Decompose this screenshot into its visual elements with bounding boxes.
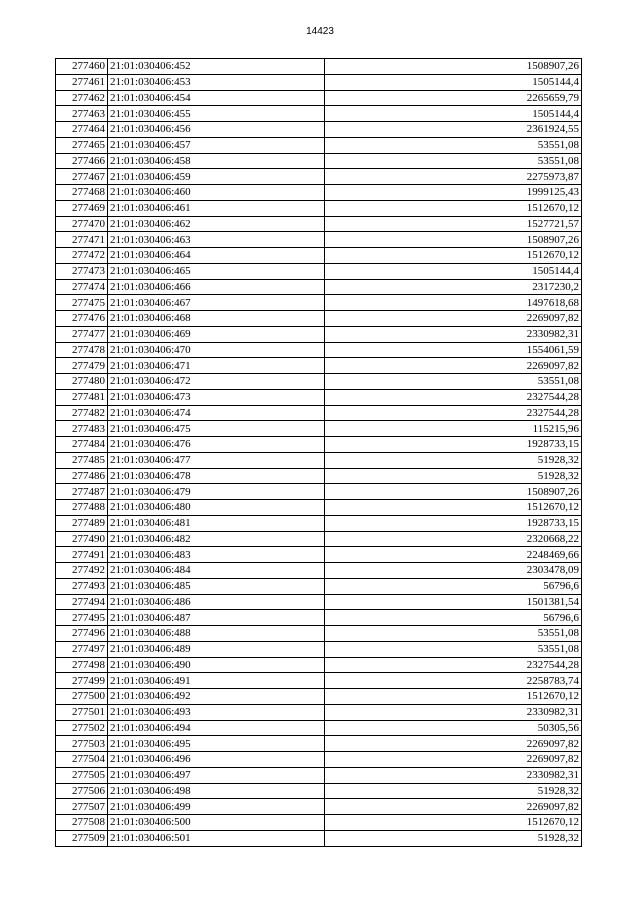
- cadastral-number-cell: 21:01:030406:477: [108, 452, 325, 468]
- cadastral-number-cell: 21:01:030406:489: [108, 641, 325, 657]
- row-number-cell: 277460: [56, 59, 108, 75]
- cadastral-number-cell: 21:01:030406:494: [108, 720, 325, 736]
- table-row: [56, 515, 582, 531]
- cadastral-value-cell: 2330982,31: [325, 326, 582, 342]
- table-row: [56, 610, 582, 626]
- cadastral-value-cell: 1497618,68: [325, 295, 582, 311]
- row-number-cell: 277494: [56, 594, 108, 610]
- cadastral-value-cell: 51928,32: [325, 468, 582, 484]
- cadastral-value-cell: 56796,6: [325, 578, 582, 594]
- cadastral-number-cell: 21:01:030406:470: [108, 342, 325, 358]
- cadastral-number-cell: 21:01:030406:455: [108, 106, 325, 122]
- cadastral-number-cell: 21:01:030406:461: [108, 200, 325, 216]
- row-number-cell: 277498: [56, 657, 108, 673]
- table-row: [56, 531, 582, 547]
- cadastral-number-cell: 21:01:030406:464: [108, 248, 325, 264]
- cadastral-number-cell: 21:01:030406:496: [108, 752, 325, 768]
- cadastral-number-cell: 21:01:030406:459: [108, 169, 325, 185]
- row-number-cell: 277465: [56, 137, 108, 153]
- table-row: [56, 657, 582, 673]
- cadastral-value-cell: 1512670,12: [325, 500, 582, 516]
- table-row: [56, 263, 582, 279]
- row-number-cell: 277507: [56, 799, 108, 815]
- table-row: [56, 500, 582, 516]
- cadastral-value-cell: 50305,56: [325, 720, 582, 736]
- table-row: [56, 153, 582, 169]
- cadastral-value-cell: 2258783,74: [325, 673, 582, 689]
- row-number-cell: 277490: [56, 531, 108, 547]
- cadastral-value-cell: 2269097,82: [325, 799, 582, 815]
- row-number-cell: 277493: [56, 578, 108, 594]
- cadastral-value-cell: 1554061,59: [325, 342, 582, 358]
- cadastral-number-cell: 21:01:030406:500: [108, 815, 325, 831]
- cadastral-number-cell: 21:01:030406:472: [108, 374, 325, 390]
- cadastral-number-cell: 21:01:030406:456: [108, 122, 325, 138]
- cadastral-value-cell: 1928733,15: [325, 437, 582, 453]
- table-row: [56, 232, 582, 248]
- row-number-cell: 277502: [56, 720, 108, 736]
- table-row: [56, 421, 582, 437]
- table-row: [56, 673, 582, 689]
- table-row: [56, 547, 582, 563]
- cadastral-value-cell: 53551,08: [325, 374, 582, 390]
- table-row: [56, 169, 582, 185]
- cadastral-number-cell: 21:01:030406:469: [108, 326, 325, 342]
- row-number-cell: 277484: [56, 437, 108, 453]
- cadastral-value-cell: 2269097,82: [325, 736, 582, 752]
- cadastral-value-cell: 2275973,87: [325, 169, 582, 185]
- row-number-cell: 277482: [56, 405, 108, 421]
- cadastral-value-cell: 2327544,28: [325, 405, 582, 421]
- row-number-cell: 277468: [56, 185, 108, 201]
- cadastral-number-cell: 21:01:030406:466: [108, 279, 325, 295]
- row-number-cell: 277473: [56, 263, 108, 279]
- page-number: 14423: [306, 26, 334, 37]
- table-row: [56, 752, 582, 768]
- cadastral-number-cell: 21:01:030406:475: [108, 421, 325, 437]
- cadastral-number-cell: 21:01:030406:474: [108, 405, 325, 421]
- row-number-cell: 277461: [56, 74, 108, 90]
- cadastral-number-cell: 21:01:030406:458: [108, 153, 325, 169]
- table-row: [56, 767, 582, 783]
- row-number-cell: 277509: [56, 830, 108, 846]
- row-number-cell: 277476: [56, 311, 108, 327]
- table-body: [56, 59, 582, 847]
- row-number-cell: 277464: [56, 122, 108, 138]
- row-number-cell: 277487: [56, 484, 108, 500]
- row-number-cell: 277491: [56, 547, 108, 563]
- table-row: [56, 59, 582, 75]
- row-number-cell: 277470: [56, 216, 108, 232]
- cadastral-number-cell: 21:01:030406:467: [108, 295, 325, 311]
- table-row: [56, 106, 582, 122]
- row-number-cell: 277477: [56, 326, 108, 342]
- cadastral-value-cell: 115215,96: [325, 421, 582, 437]
- row-number-cell: 277497: [56, 641, 108, 657]
- table-row: [56, 279, 582, 295]
- cadastral-number-cell: 21:01:030406:462: [108, 216, 325, 232]
- cadastral-value-cell: 56796,6: [325, 610, 582, 626]
- cadastral-number-cell: 21:01:030406:498: [108, 783, 325, 799]
- cadastral-value-cell: 51928,32: [325, 452, 582, 468]
- cadastral-number-cell: 21:01:030406:479: [108, 484, 325, 500]
- table-row: [56, 248, 582, 264]
- table-row: [56, 374, 582, 390]
- cadastral-value-cell: 2317230,2: [325, 279, 582, 295]
- cadastral-value-cell: 1512670,12: [325, 815, 582, 831]
- table-row: [56, 484, 582, 500]
- cadastral-value-cell: 1512670,12: [325, 248, 582, 264]
- row-number-cell: 277479: [56, 358, 108, 374]
- cadastral-value-cell: 1505144,4: [325, 263, 582, 279]
- row-number-cell: 277481: [56, 389, 108, 405]
- cadastral-value-cell: 53551,08: [325, 153, 582, 169]
- table-row: [56, 74, 582, 90]
- cadastral-number-cell: 21:01:030406:501: [108, 830, 325, 846]
- table-row: [56, 358, 582, 374]
- cadastral-number-cell: 21:01:030406:457: [108, 137, 325, 153]
- cadastral-number-cell: 21:01:030406:465: [108, 263, 325, 279]
- table-row: [56, 437, 582, 453]
- cadastral-number-cell: 21:01:030406:485: [108, 578, 325, 594]
- cadastral-value-cell: 2303478,09: [325, 563, 582, 579]
- row-number-cell: 277495: [56, 610, 108, 626]
- row-number-cell: 277508: [56, 815, 108, 831]
- cadastral-value-cell: 1512670,12: [325, 689, 582, 705]
- table-row: [56, 90, 582, 106]
- cadastral-value-cell: 53551,08: [325, 137, 582, 153]
- cadastral-value-cell: 1501381,54: [325, 594, 582, 610]
- table-row: [56, 137, 582, 153]
- table-row: [56, 200, 582, 216]
- table-row: [56, 326, 582, 342]
- cadastral-number-cell: 21:01:030406:481: [108, 515, 325, 531]
- table-row: [56, 295, 582, 311]
- row-number-cell: 277480: [56, 374, 108, 390]
- table-row: [56, 641, 582, 657]
- row-number-cell: 277506: [56, 783, 108, 799]
- cadastral-number-cell: 21:01:030406:497: [108, 767, 325, 783]
- cadastral-number-cell: 21:01:030406:473: [108, 389, 325, 405]
- cadastral-number-cell: 21:01:030406:452: [108, 59, 325, 75]
- cadastral-value-cell: 1505144,4: [325, 74, 582, 90]
- cadastral-number-cell: 21:01:030406:488: [108, 626, 325, 642]
- cadastral-number-cell: 21:01:030406:468: [108, 311, 325, 327]
- row-number-cell: 277462: [56, 90, 108, 106]
- cadastral-number-cell: 21:01:030406:480: [108, 500, 325, 516]
- row-number-cell: 277485: [56, 452, 108, 468]
- table-row: [56, 185, 582, 201]
- cadastral-value-cell: 2327544,28: [325, 657, 582, 673]
- row-number-cell: 277489: [56, 515, 108, 531]
- table-row: [56, 452, 582, 468]
- cadastral-value-cell: 2361924,55: [325, 122, 582, 138]
- cadastral-value-cell: 1508907,26: [325, 59, 582, 75]
- cadastral-value-cell: 53551,08: [325, 641, 582, 657]
- cadastral-number-cell: 21:01:030406:487: [108, 610, 325, 626]
- row-number-cell: 277501: [56, 704, 108, 720]
- row-number-cell: 277492: [56, 563, 108, 579]
- table-row: [56, 468, 582, 484]
- cadastral-value-cell: 2269097,82: [325, 311, 582, 327]
- cadastral-value-table: [55, 58, 582, 847]
- cadastral-number-cell: 21:01:030406:484: [108, 563, 325, 579]
- cadastral-number-cell: 21:01:030406:478: [108, 468, 325, 484]
- table-row: [56, 389, 582, 405]
- cadastral-value-cell: 2330982,31: [325, 767, 582, 783]
- row-number-cell: 277504: [56, 752, 108, 768]
- cadastral-number-cell: 21:01:030406:491: [108, 673, 325, 689]
- row-number-cell: 277496: [56, 626, 108, 642]
- cadastral-value-cell: 51928,32: [325, 830, 582, 846]
- cadastral-number-cell: 21:01:030406:499: [108, 799, 325, 815]
- cadastral-value-cell: 2248469,66: [325, 547, 582, 563]
- cadastral-value-cell: 2269097,82: [325, 358, 582, 374]
- cadastral-value-cell: 51928,32: [325, 783, 582, 799]
- cadastral-value-cell: 2330982,31: [325, 704, 582, 720]
- cadastral-value-cell: 1505144,4: [325, 106, 582, 122]
- cadastral-value-cell: 2327544,28: [325, 389, 582, 405]
- row-number-cell: 277472: [56, 248, 108, 264]
- row-number-cell: 277503: [56, 736, 108, 752]
- table-row: [56, 563, 582, 579]
- cadastral-number-cell: 21:01:030406:463: [108, 232, 325, 248]
- row-number-cell: 277486: [56, 468, 108, 484]
- cadastral-value-cell: 2265659,79: [325, 90, 582, 106]
- cadastral-value-cell: 53551,08: [325, 626, 582, 642]
- row-number-cell: 277499: [56, 673, 108, 689]
- table-row: [56, 594, 582, 610]
- cadastral-number-cell: 21:01:030406:453: [108, 74, 325, 90]
- row-number-cell: 277471: [56, 232, 108, 248]
- cadastral-number-cell: 21:01:030406:482: [108, 531, 325, 547]
- row-number-cell: 277478: [56, 342, 108, 358]
- cadastral-value-cell: 1508907,26: [325, 232, 582, 248]
- table-row: [56, 830, 582, 846]
- table-row: [56, 736, 582, 752]
- table-row: [56, 342, 582, 358]
- row-number-cell: 277475: [56, 295, 108, 311]
- table-row: [56, 783, 582, 799]
- cadastral-number-cell: 21:01:030406:483: [108, 547, 325, 563]
- cadastral-number-cell: 21:01:030406:493: [108, 704, 325, 720]
- cadastral-value-cell: 1512670,12: [325, 200, 582, 216]
- table-row: [56, 578, 582, 594]
- cadastral-number-cell: 21:01:030406:486: [108, 594, 325, 610]
- row-number-cell: 277463: [56, 106, 108, 122]
- cadastral-value-cell: 2269097,82: [325, 752, 582, 768]
- cadastral-number-cell: 21:01:030406:495: [108, 736, 325, 752]
- row-number-cell: 277466: [56, 153, 108, 169]
- cadastral-value-cell: 1999125,43: [325, 185, 582, 201]
- cadastral-number-cell: 21:01:030406:454: [108, 90, 325, 106]
- table-row: [56, 122, 582, 138]
- table-row: [56, 720, 582, 736]
- cadastral-number-cell: 21:01:030406:492: [108, 689, 325, 705]
- table-row: [56, 815, 582, 831]
- table-row: [56, 799, 582, 815]
- table-row: [56, 626, 582, 642]
- cadastral-number-cell: 21:01:030406:460: [108, 185, 325, 201]
- table-row: [56, 405, 582, 421]
- cadastral-number-cell: 21:01:030406:471: [108, 358, 325, 374]
- cadastral-value-cell: 1527721,57: [325, 216, 582, 232]
- cadastral-value-cell: 2320668,22: [325, 531, 582, 547]
- table-row: [56, 689, 582, 705]
- cadastral-number-cell: 21:01:030406:490: [108, 657, 325, 673]
- row-number-cell: 277469: [56, 200, 108, 216]
- cadastral-number-cell: 21:01:030406:476: [108, 437, 325, 453]
- row-number-cell: 277505: [56, 767, 108, 783]
- table-row: [56, 704, 582, 720]
- row-number-cell: 277488: [56, 500, 108, 516]
- cadastral-value-cell: 1508907,26: [325, 484, 582, 500]
- cadastral-value-cell: 1928733,15: [325, 515, 582, 531]
- row-number-cell: 277474: [56, 279, 108, 295]
- row-number-cell: 277483: [56, 421, 108, 437]
- row-number-cell: 277500: [56, 689, 108, 705]
- row-number-cell: 277467: [56, 169, 108, 185]
- table-row: [56, 311, 582, 327]
- table-row: [56, 216, 582, 232]
